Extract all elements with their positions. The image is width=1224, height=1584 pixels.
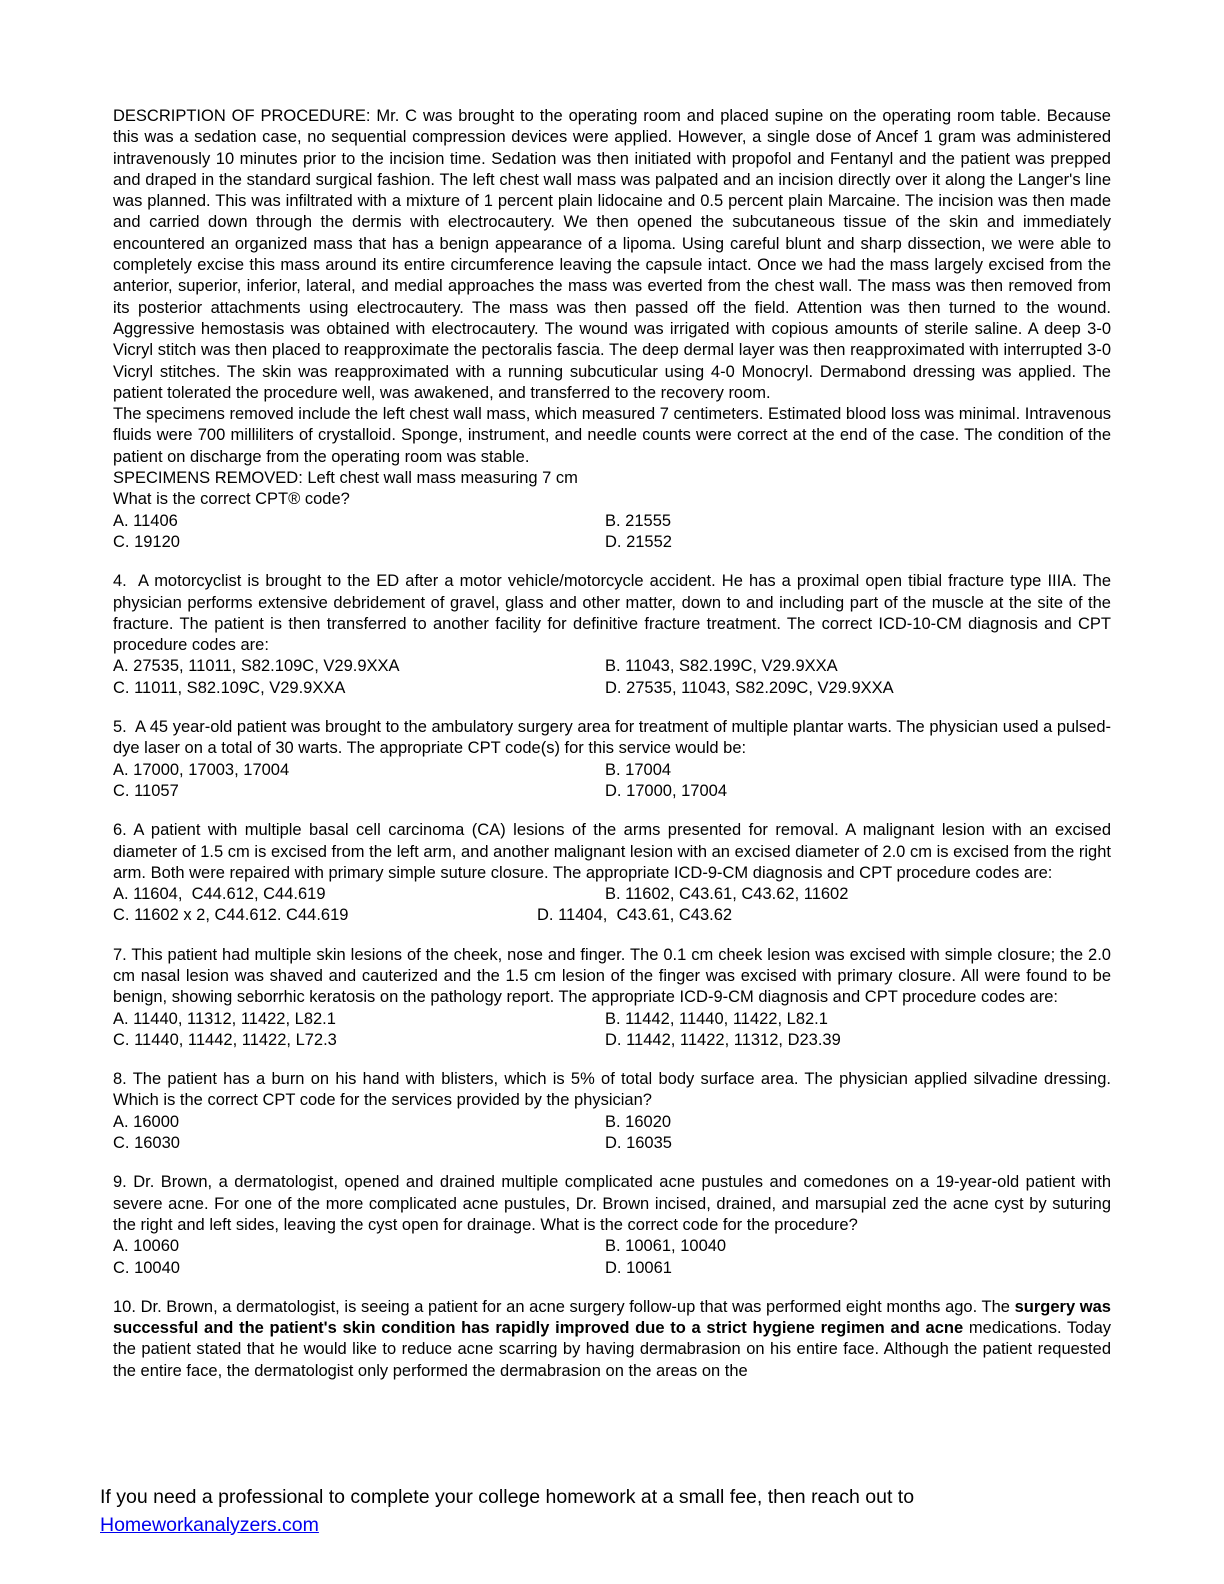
answer-option-b: B. 11602, C43.61, C43.62, 11602 [605, 885, 849, 904]
answer-option-a: A. 17000, 17003, 17004 [113, 760, 290, 779]
answer-option-d: D. 16035 [605, 1134, 672, 1153]
question-10-text-bold: surgery was successful and the patient's skin condition has rapidly improved due to a strict hygiene regimen and acne [113, 1297, 1116, 1338]
answer-row [113, 1009, 1111, 1030]
question-8-text: 8. The patient has a burn on his hand with blisters, which is 5% of total body surface area. The physician applied silvadine dressing. Which is the correct CPT code for the services provided by the physician? [113, 1070, 1116, 1110]
answer-option-b: B. 11442, 11440, 11422, L82.1 [605, 1009, 828, 1028]
cpt-question-prompt: What is the correct CPT® code? [113, 490, 350, 509]
question-6 [113, 820, 1116, 926]
answer-option-a: A. 10060 [113, 1237, 180, 1256]
answer-option-b: B. 11043, S82.199C, V29.9XXA [605, 657, 838, 676]
answer-option-c: C. 11011, S82.109C, V29.9XXA [113, 678, 346, 697]
answer-row [113, 1112, 1111, 1133]
question-10-text [113, 1297, 1116, 1382]
document-body [113, 106, 1116, 1382]
question-5-text: 5. A 45 year-old patient was brought to the ambulatory surgery area for treatment of multiple plantar warts. The physician used a pulsed-dye laser on a total of 30 warts. The appropriate CPT code(s) for this service would be: [113, 718, 1111, 758]
question-4-text: 4. A motorcyclist is brought to the ED after a motor vehicle/motorcycle accident. He has a proximal open tibial fracture type IIIA. The physician performs extensive debridement of gravel, glass and other matter, down to and including part of the muscle at the site of the fracture. The patient is then transferred to another facility for definitive fracture treatment. The correct ICD-10-CM diagnosis and CPT procedure codes are: [113, 572, 1116, 655]
answer-option-c: C. 11057 [113, 781, 179, 800]
answer-option-a: A. 27535, 11011, S82.109C, V29.9XXA [113, 657, 400, 676]
answer-row [113, 1030, 1111, 1051]
answer-row [113, 511, 1111, 532]
answer-row [113, 1258, 1111, 1279]
promo-footer-text: If you need a professional to complete your college homework at a small fee, then reach out to [100, 1486, 915, 1508]
promo-footer [100, 1484, 914, 1539]
answer-row [113, 760, 1111, 781]
specimens-removed-line: SPECIMENS REMOVED: Left chest wall mass measuring 7 cm [113, 469, 578, 488]
answer-option-a: A. 11604, C44.612, C44.619 [113, 885, 326, 904]
question-5 [113, 717, 1111, 802]
question-9 [113, 1172, 1116, 1278]
answer-option-d: D. 17000, 17004 [605, 781, 728, 800]
answer-option-b: B. 17004 [605, 760, 672, 779]
answer-option-c: C. 11440, 11442, 11422, L72.3 [113, 1030, 337, 1049]
answer-option-c: C. 11602 x 2, C44.612. C44.619 [113, 906, 349, 925]
answer-option-d: D. 11442, 11422, 11312, D23.39 [605, 1030, 841, 1049]
answer-option-d: D. 10061 [605, 1258, 672, 1277]
question-6-text: 6. A patient with multiple basal cell carcinoma (CA) lesions of the arms presented for removal. A malignant lesion with an excised diameter of 1.5 cm is excised from the left arm, and another malignant lesion with an excised diameter of 2.0 cm is excised from the right arm. Both were repaired with primary simple suture closure. The appropriate ICD-9-CM diagnosis and CPT procedure codes are: [113, 821, 1116, 882]
answer-option-b: B. 21555 [605, 511, 672, 530]
answer-row [113, 781, 1111, 802]
question-7 [113, 945, 1116, 1051]
answer-option-c: C. 19120 [113, 532, 180, 551]
question-8 [113, 1069, 1116, 1154]
procedure-description-paragraph: DESCRIPTION OF PROCEDURE: Mr. C was brought to the operating room and placed supine on the operating room table. Because this was a sedation case, no sequential compression devices were applied. However, a single dose of Ancef 1 gram was administered intravenously 10 minutes prior to the incision time. Sedation was then initiated with propofol and Fentanyl and the patient was prepped and draped in the standard surgical fashion. The left chest wall mass was palpated and an incision directly over it along the Langer's line was planned. This was infiltrated with a mixture of 1 percent plain lidocaine and 0.5 percent plain Marcaine. The incision was then made and carried down through the dermis with electrocautery. We then opened the subcutaneous tissue of the skin and immediately encountered an organized mass that has a benign appearance of a lipoma. Using careful blunt and sharp dissection, we were able to completely excise this mass around its entire circumference leaving the capsule intact. Once we had the mass largely excised from the anterior, superior, inferior, lateral, and medial approaches the mass was everted from the chest wall. The mass was then removed from its posterior attachments using electrocautery. The mass was then passed off the field. Attention was then turned to the wound. Aggressive hemostasis was obtained with electrocautery. The wound was irrigated with copious amounts of sterile saline. A deep 3-0 Vicryl stitch was then placed to reapproximate the pectoralis fascia. The deep dermal layer was then reapproximated with interrupted 3-0 Vicryl stitches. The skin was reapproximated with a running subcuticular using 4-0 Monocryl. Dermabond dressing was applied. The patient tolerated the procedure well, was awakened, and transferred to the recovery room. [113, 107, 1116, 402]
answer-option-a: A. 16000 [113, 1112, 180, 1131]
answer-option-c: C. 10040 [113, 1258, 180, 1277]
answer-option-a: A. 11440, 11312, 11422, L82.1 [113, 1009, 336, 1028]
answer-row [113, 905, 1111, 926]
answer-row [113, 656, 1111, 677]
question-10 [113, 1297, 1116, 1382]
answer-row [113, 532, 1111, 553]
answer-option-d: D. 27535, 11043, S82.209C, V29.9XXA [605, 678, 894, 697]
question-10-text-end: medications. Today the patient stated that he would like to reduce acne scarring by having dermabrasion on his entire face. Although the patient requested the entire face, the dermatologist only performed the dermabrasion on the areas on the [113, 1319, 1116, 1380]
question-7-text: 7. This patient had multiple skin lesions of the cheek, nose and finger. The 0.1 cm cheek lesion was excised with simple closure; the 2.0 cm nasal lesion was shaved and cauterized and the 1.5 cm lesion of the finger was excised with primary closure. All were found to be benign, showing seborrhic keratosis on the pathology report. The appropriate ICD-9-CM diagnosis and CPT procedure codes are: [113, 945, 1116, 1007]
answer-row [113, 1133, 1111, 1154]
specimens-summary-paragraph: The specimens removed include the left chest wall mass, which measured 7 centimeters. Estimated blood loss was minimal. Intravenous fluids were 700 milliliters of crystalloid. Sponge, instrument, and needle counts were correct at the end of the case. The condition of the patient on discharge from the operating room was stable. [113, 405, 1116, 466]
answer-option-c: C. 16030 [113, 1134, 180, 1153]
answer-option-b: B. 16020 [605, 1112, 672, 1131]
question-4 [113, 571, 1116, 699]
answer-option-b: B. 10061, 10040 [605, 1237, 727, 1256]
answer-row [113, 678, 1111, 699]
question-9-text: 9. Dr. Brown, a dermatologist, opened and drained multiple complicated acne pustules and comedones on a 19-year-old patient with severe acne. For one of the more complicated acne pustules, Dr. Brown incised, drained, and marsupial zed the acne cyst by suturing the right and left sides, leaving the cyst open for drainage. What is the correct code for the procedure? [113, 1173, 1116, 1234]
homeworkanalyzers-link[interactable]: Homeworkanalyzers.com [100, 1513, 319, 1536]
answer-row [113, 884, 1111, 905]
promo-footer-link-line [100, 1512, 914, 1540]
question-10-text-start: 10. Dr. Brown, a dermatologist, is seeing a patient for an acne surgery follow-up that was performed eight months ago. The [113, 1297, 1015, 1316]
answer-option-a: A. 11406 [113, 511, 178, 530]
answer-option-d: D. 21552 [605, 532, 672, 551]
answer-option-d: D. 11404, C43.61, C43.62 [537, 906, 733, 925]
answer-row [113, 1236, 1111, 1257]
